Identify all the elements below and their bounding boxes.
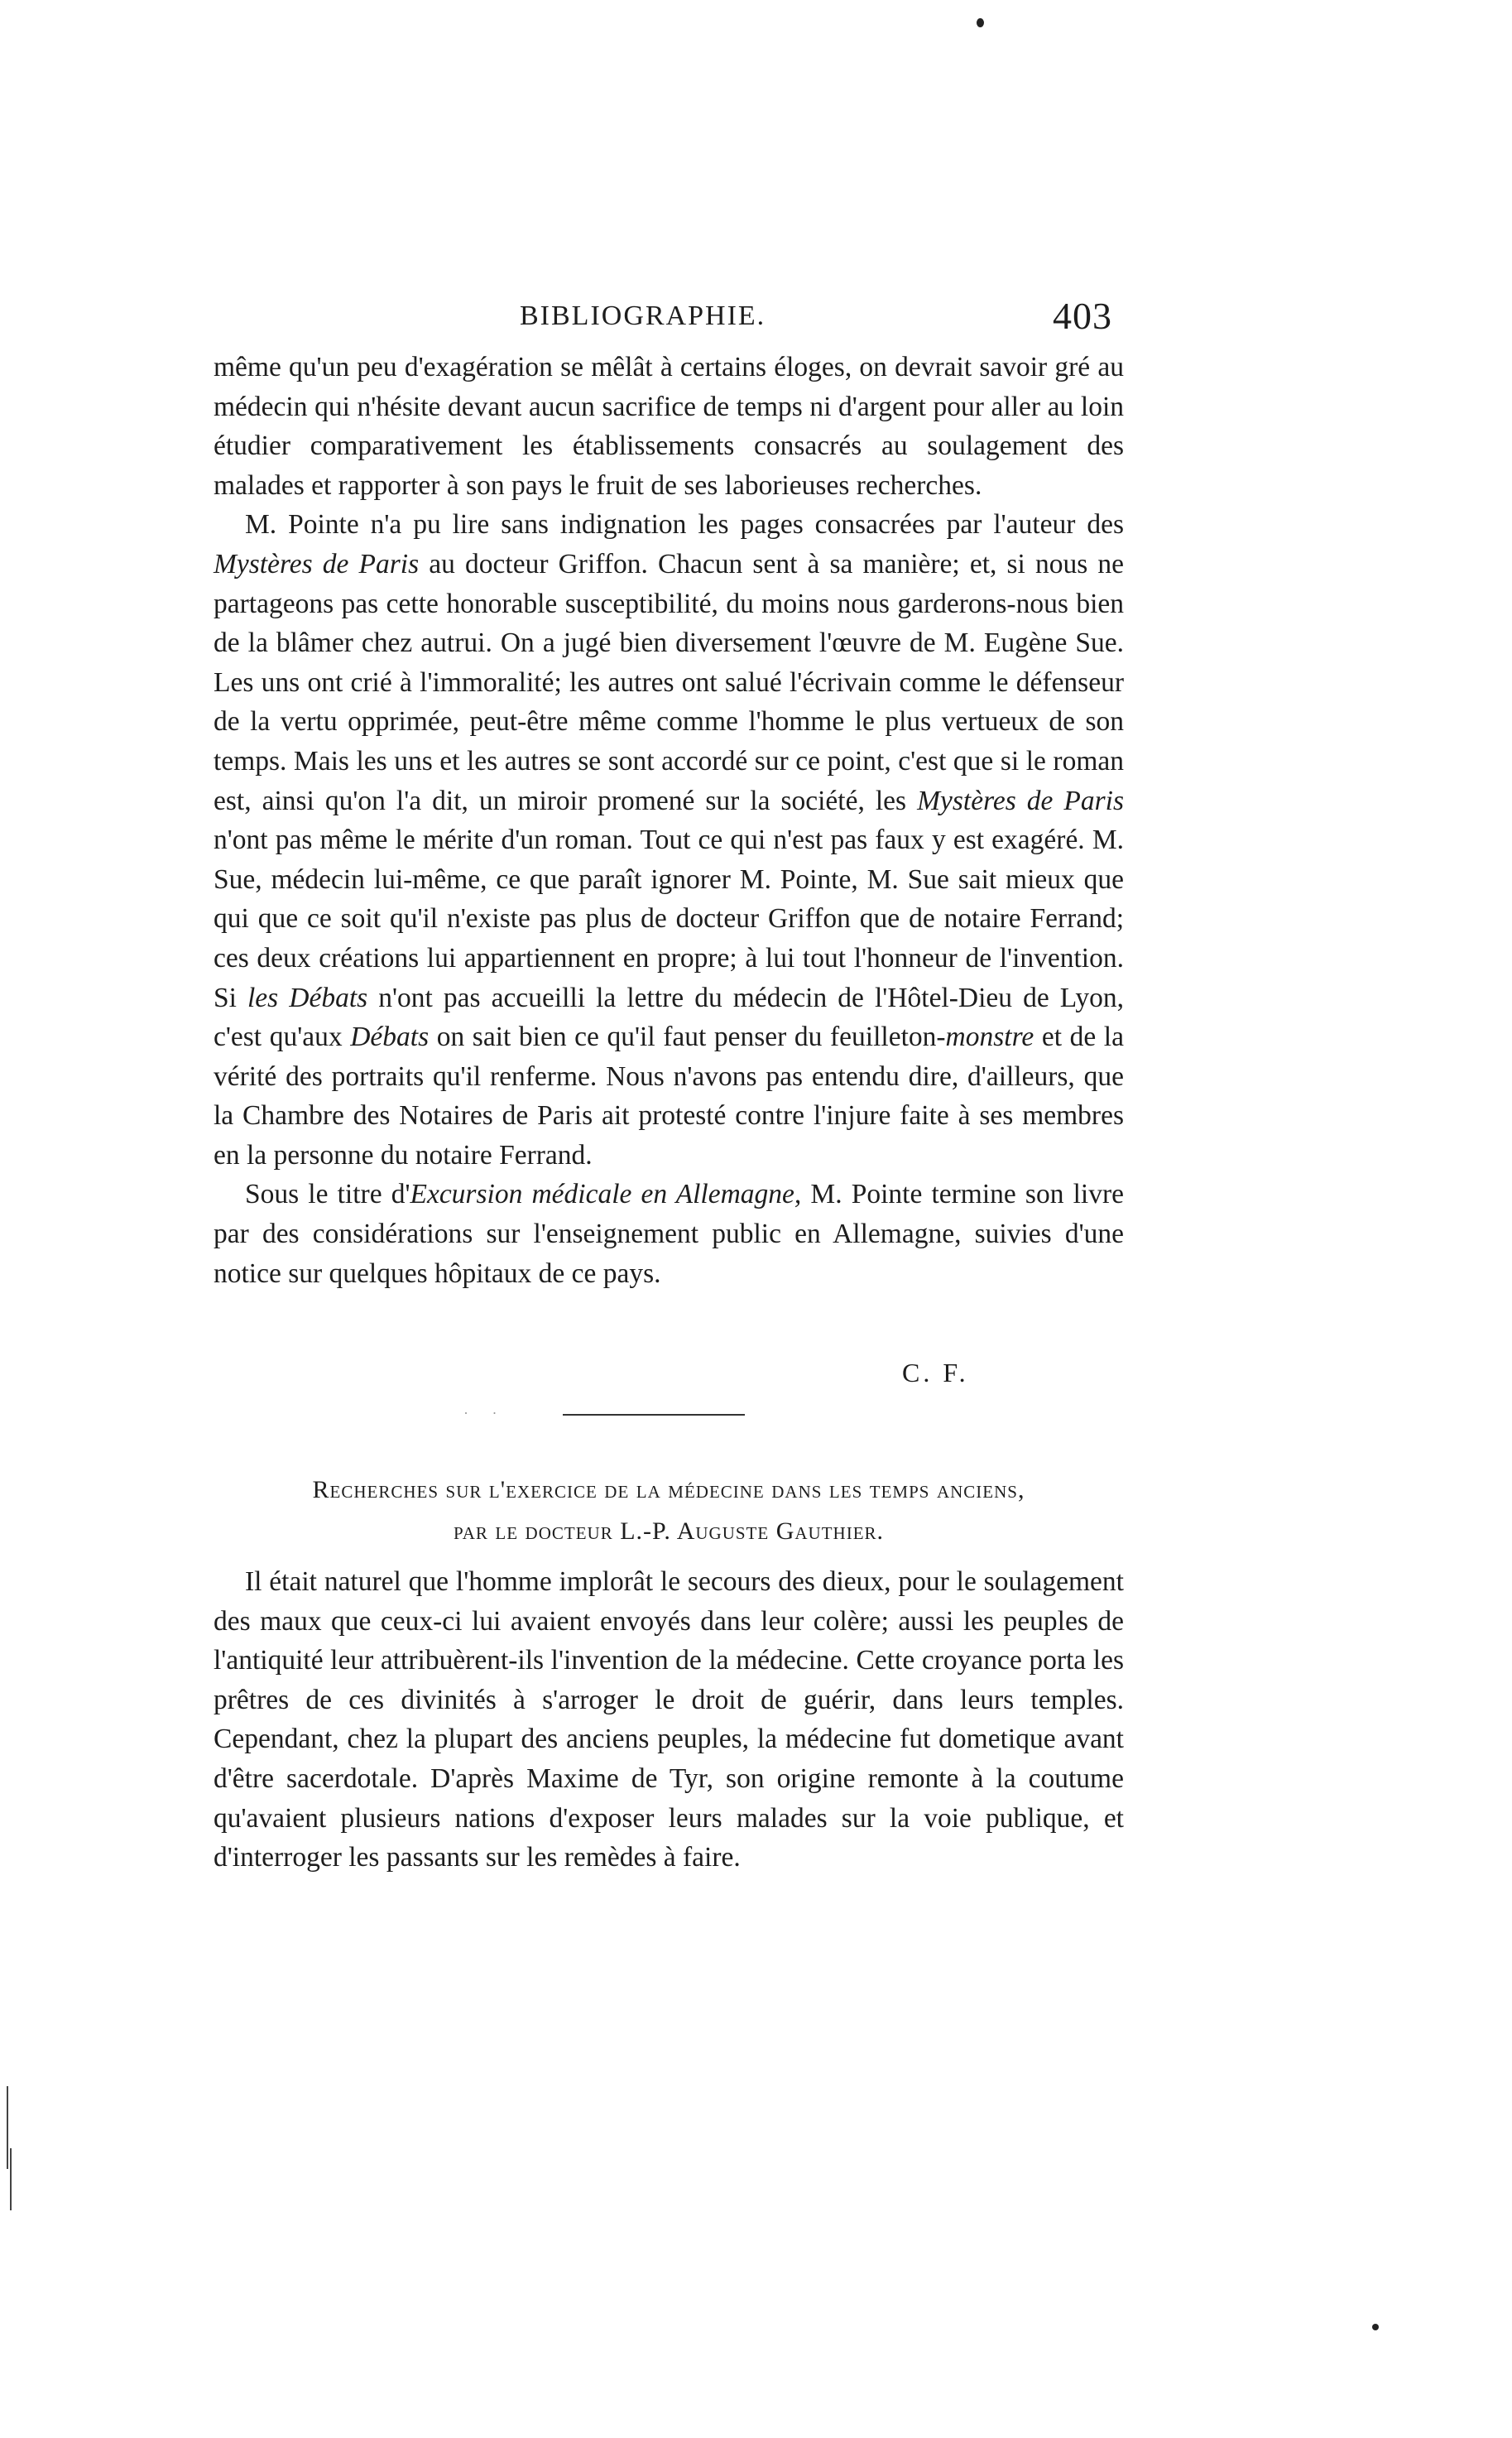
italic-title: les Débats xyxy=(247,982,368,1013)
margin-rule-1 xyxy=(7,2086,8,2169)
review-paragraph-3 xyxy=(214,1175,1124,1293)
running-head: BIBLIOGRAPHIE. xyxy=(520,301,766,331)
section-divider xyxy=(563,1414,745,1416)
text-run: n'ont pas même le mérite d'un roman. Tout ce qui n'est pas faux y est exagéré. M. Sue, médecin lui-même, ce que paraît ignorer M. Pointe, M. Sue sait mieux que qui que ce soit qu'il n'existe pas plus de docteur Griffon que de notaire Ferrand; ces deux créations lui appartiennent en propre; à lui tout l'honneur de l'invention. Si xyxy=(214,825,1124,1013)
text-run: on sait bien ce qu'il faut penser du feuilleton- xyxy=(429,1022,946,1053)
section-text xyxy=(214,1562,1124,1878)
ink-speck-bottom xyxy=(1372,2324,1379,2330)
section-title xyxy=(214,1469,1124,1552)
review-paragraph-1: même qu'un peu d'exagération se mêlât à certains éloges, on devrait savoir gré au médecin qui n'hésite devant aucun sacrifice de temps ni d'argent pour aller au loin étudier comparativement les établissements consacrés au soulagement des malades et rapporter à son pays le fruit de ses laborieuses recherches. xyxy=(214,352,1124,501)
italic-title: Mystères de Paris xyxy=(214,548,420,579)
text-run: Sous le titre d' xyxy=(245,1179,410,1210)
page-number: 403 xyxy=(1053,295,1112,337)
section-title-line-2: par le docteur L.-P. Auguste Gauthier. xyxy=(453,1517,885,1545)
italic-title: Mystères de Paris xyxy=(917,785,1124,816)
divider-dots: · · xyxy=(463,1405,507,1421)
page-header xyxy=(214,294,1124,344)
review-signature: C. F. xyxy=(902,1358,969,1387)
italic-word: monstre xyxy=(945,1022,1034,1053)
review-text xyxy=(214,348,1124,1293)
italic-title: Excursion médicale en Allemagne, xyxy=(410,1179,802,1210)
text-run: n'ont pas accueilli la lettre du médecin de l'Hôtel-Dieu de Lyon, c'est qu'aux xyxy=(214,982,1124,1053)
italic-title: Débats xyxy=(350,1022,430,1053)
section-title-line-1: Recherches sur l'exercice de la médecine dans les temps anciens, xyxy=(312,1476,1025,1503)
text-run: M. Pointe n'a pu lire sans indignation les pages consacrées par l'auteur des xyxy=(245,509,1124,541)
text-run: et de la vérité des portraits qu'il renferme. Nous n'avons pas entendu dire, d'ailleurs, que la Chambre des Notaires de Paris ait protesté contre l'injure faite à ses membres en la personne du notaire Ferrand. xyxy=(214,1022,1124,1171)
section-paragraph-1: Il était naturel que l'homme implorât le secours des dieux, pour le soulagement des maux que ceux-ci lui avaient envoyés dans leur colère; aussi les peuples de l'antiquité leur attribuèrent-ils l'invention de la médecine. Cette croyance porta les prêtres de ces divinités à s'arroger le droit de guérir, dans leurs temples. Cependant, chez la plupart des anciens peuples, la médecine fut dometique avant d'être sacerdotale. D'après Maxime de Tyr, son origine remonte à la coutume qu'avaient plusieurs nations d'exposer leurs malades sur la voie publique, et d'interroger les passants sur les remèdes à faire. xyxy=(214,1566,1124,1873)
review-paragraph-2 xyxy=(214,505,1124,1175)
ink-speck-top xyxy=(977,18,984,27)
margin-rule-2 xyxy=(10,2148,12,2210)
text-run: au docteur Griffon. Chacun sent à sa manière; et, si nous ne partageons pas cette honorable susceptibilité, du moins nous garderons-nous bien de la blâmer chez autrui. On a jugé bien diversement l'œuvre de M. Eugène Sue. Les uns ont crié à l'immoralité; les autres ont salué l'écrivain comme le défenseur de la vertu opprimée, peut-être même comme l'homme le plus vertueux de son temps. Mais les uns et les autres se sont accordé sur ce point, c'est que si le roman est, ainsi qu'on l'a dit, un miroir promené sur la société, les xyxy=(214,548,1124,816)
text-run: M. Pointe termine son livre par des considérations sur l'enseignement public en Allemagne, suivies d'une notice sur quelques hôpitaux de ce pays. xyxy=(214,1179,1124,1289)
